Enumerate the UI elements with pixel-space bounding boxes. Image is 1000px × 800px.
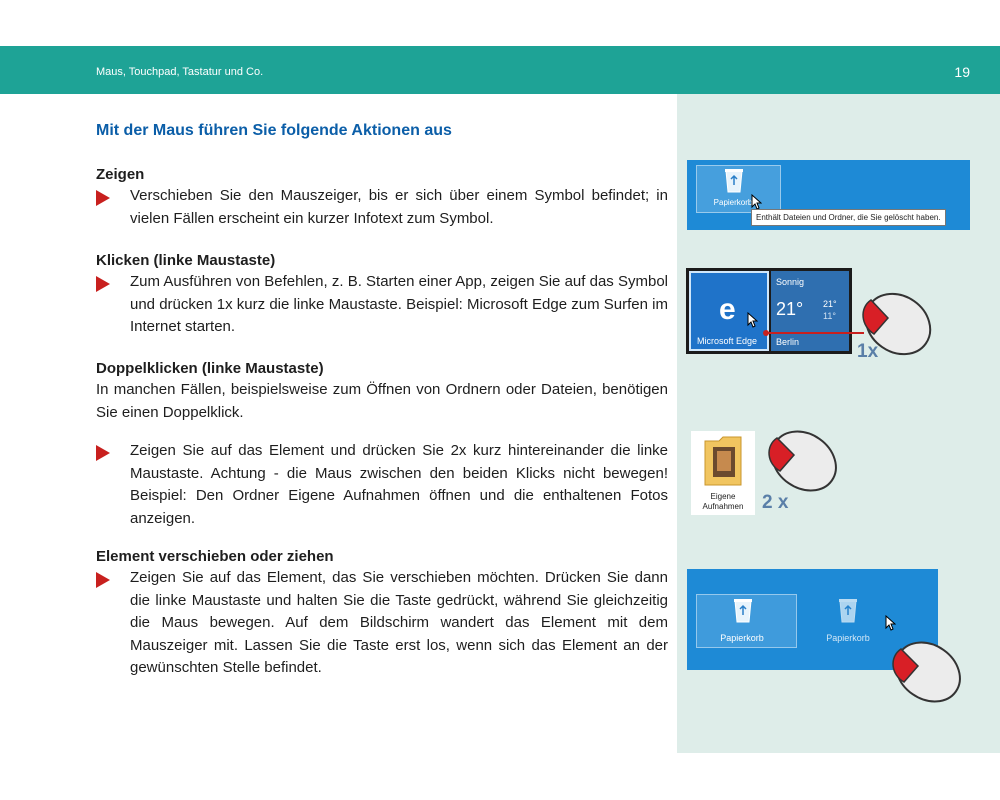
mouse-icon [885,634,972,710]
click-mouse-graphic [756,290,946,370]
tooltip: Enthält Dateien und Ordner, die Sie gelöscht haben. [751,209,946,226]
weather-city: Berlin [776,337,800,347]
bullet-item [96,567,668,680]
recycle-bin-ghost-icon [837,597,859,623]
bullet-arrow-icon [96,190,110,206]
doubleclick-illustration [691,431,755,515]
bullet-arrow-icon [96,276,110,292]
recycle-bin-label: Papierkorb [713,198,753,207]
weather-low: 11° [823,311,836,321]
section-verschieben [96,548,668,680]
page-header [0,46,1000,94]
bullet-text: Verschieben Sie den Mauszeiger, bis er sich über einem Symbol befindet; in vielen Fällen erscheint ein kurzer Infotext zum Symbol. [130,187,668,227]
page-number: 19 [954,64,970,80]
doubleclick-mouse-graphic [758,425,850,497]
section-title: Doppelklicken (linke Maustaste) [96,360,324,377]
drag-mouse-graphic [884,634,974,710]
recycle-bin-ghost-label: Papierkorb [826,633,870,643]
bullet-item [96,271,668,339]
section-title: Klicken (linke Maustaste) [96,252,276,269]
bullet-text: Zum Ausführen von Befehlen, z. B. Starten einer App, zeigen Sie auf das Symbol und drücken 1x kurz die linke Maustaste. Beispiel: Microsoft Edge zum Surfen im Internet starten. [130,273,668,335]
doubleclick-count: 2 x [762,492,789,513]
main-content [96,122,668,676]
edge-label: Microsoft Edge [697,336,758,346]
folder-label [691,492,755,512]
recycle-bin-icon [723,167,745,193]
recycle-bin-icon[interactable] [732,597,754,623]
page-heading: Mit der Maus führen Sie folgende Aktionen aus [96,122,452,139]
bullet-text: Zeigen Sie auf das Element, das Sie verschieben möchten. Drücken Sie dann die linke Maustaste und halten Sie die Taste gedrückt, während Sie gleichzeitig die Maus bewegen. Auf dem Bildschirm wandert das Element mit dem Mauszeiger mit. Lassen Sie die Taste erst los, wenn sich das Element an der gewünschten Stelle befindet. [130,569,668,676]
mouse-icon [761,425,848,497]
chapter-title: Maus, Touchpad, Tastatur und Co. [96,66,264,78]
recycle-bin-label: Papierkorb [720,633,764,643]
bullet-arrow-icon [96,445,110,461]
bullet-arrow-icon [96,572,110,588]
section-intro: In manchen Fällen, beispielsweise zum Öffnen von Ordnern oder Dateien, benötigen Sie einen Doppelklick. [96,381,668,421]
bullet-item [96,440,668,530]
folder-pictures-icon[interactable] [703,435,743,487]
point-illustration [687,160,970,230]
section-title: Zeigen [96,166,145,183]
weather-temp: 21° [776,299,804,319]
bullet-text: Zeigen Sie auf das Element und drücken Sie 2x kurz hintereinander die linke Maustaste. Achtung - die Maus zwischen den beiden Klicks nicht bewegen! Beispiel: Den Ordner Eigene Aufnahmen öffnen und die enthaltenen Fotos anzeigen. [130,442,668,527]
edge-icon: e [719,293,736,326]
section-doppelklicken [96,360,668,530]
mouse-pointer-icon [751,194,762,210]
weather-high: 21° [823,299,837,309]
bullet-item [96,185,668,230]
section-klicken [96,252,668,339]
click-count: 1x [857,341,879,362]
folder-label-line1: Eigene [710,492,736,501]
weather-condition: Sonnig [776,277,805,287]
section-title: Element verschieben oder ziehen [96,548,334,565]
mouse-pointer-icon [885,615,896,631]
folder-label-line2: Aufnahmen [702,502,744,511]
section-zeigen [96,166,668,230]
